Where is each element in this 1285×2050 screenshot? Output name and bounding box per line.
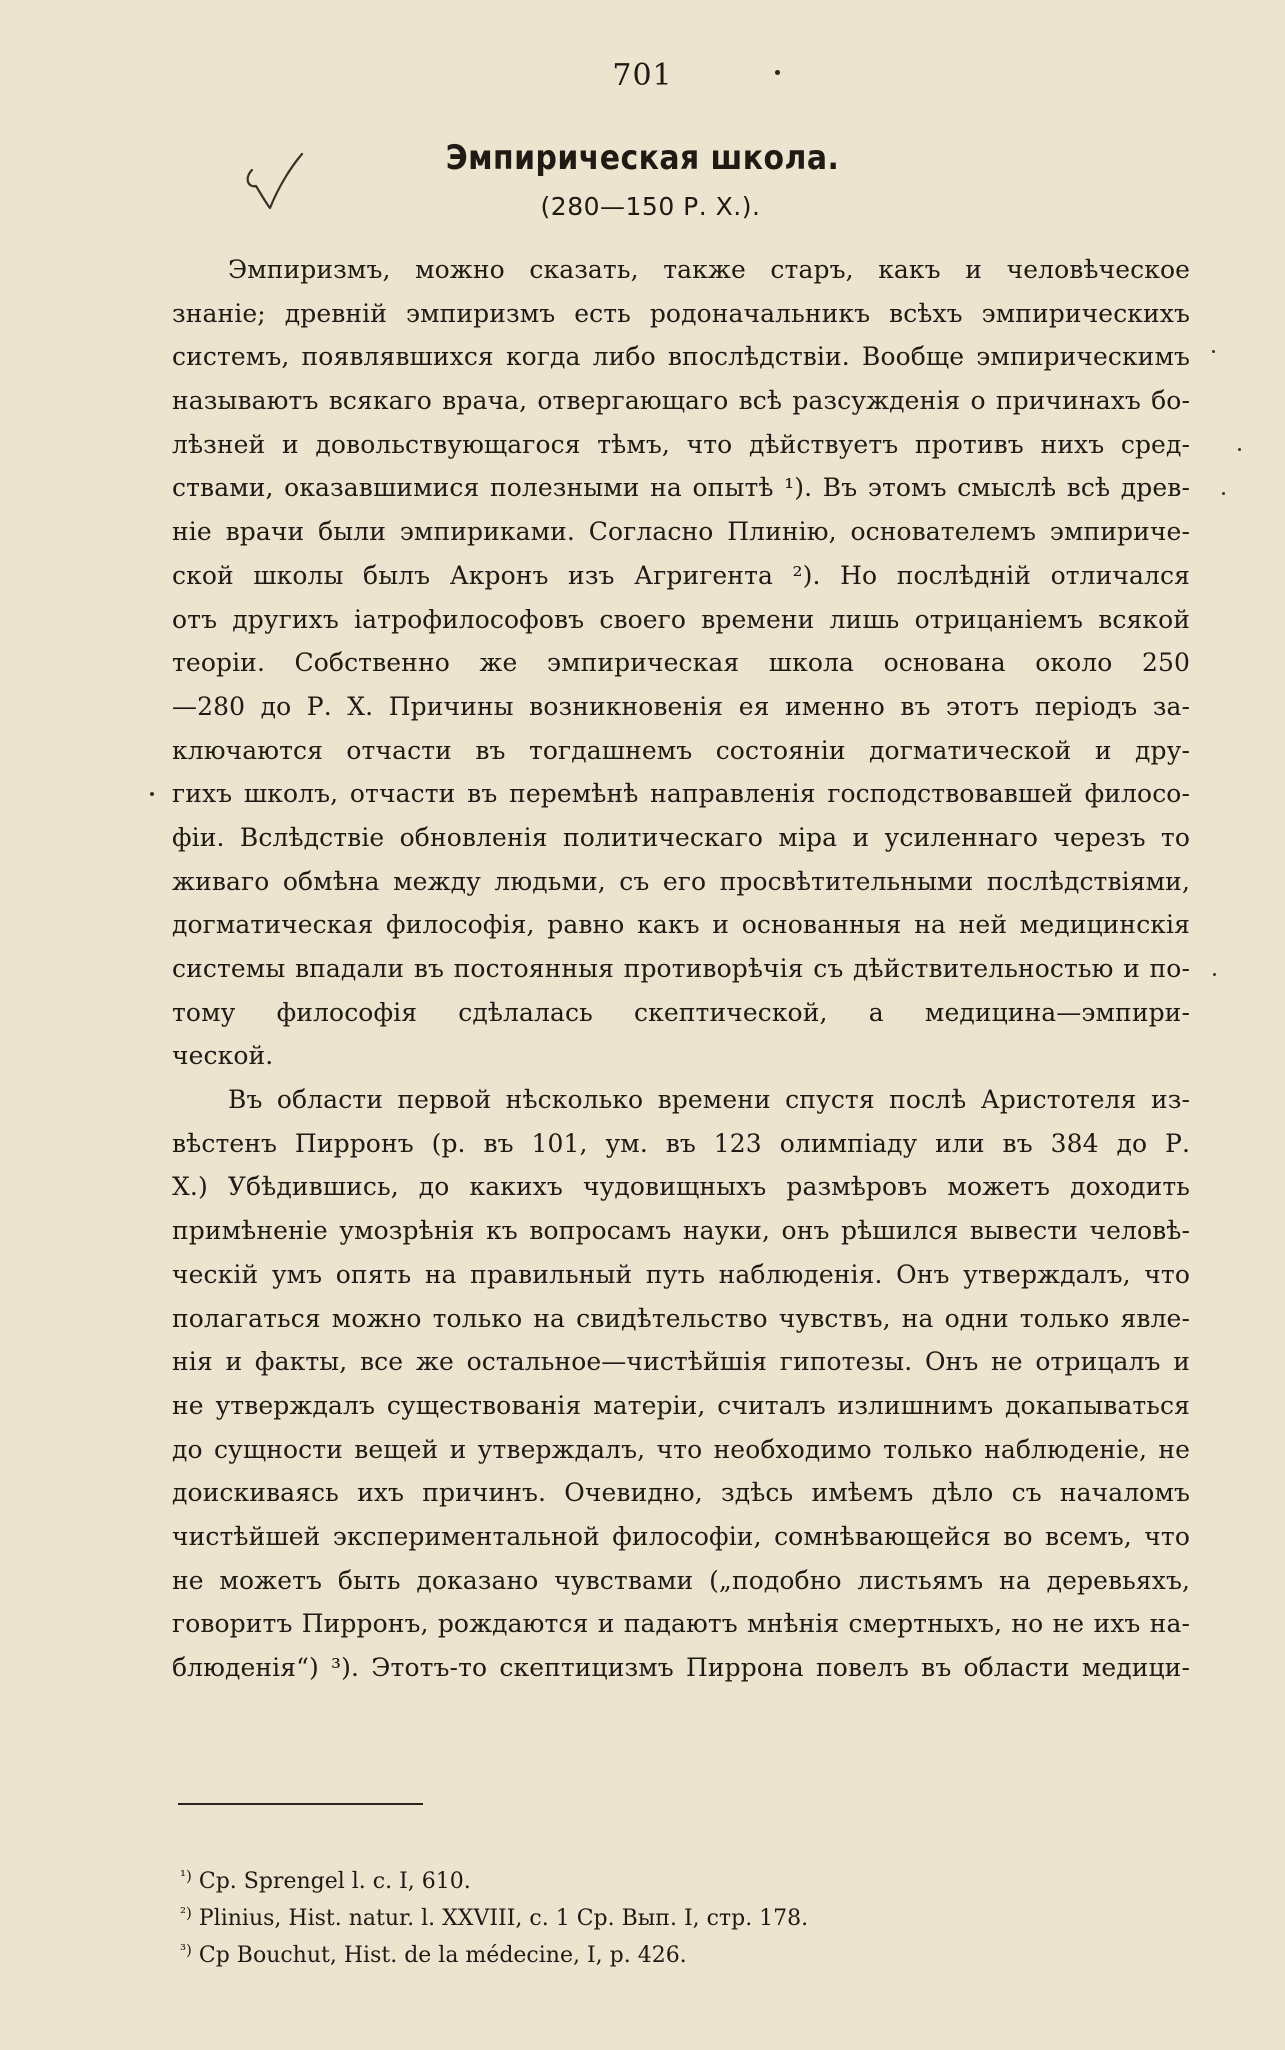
text-line: называютъ всякаго врача, отвергающаго всѣ разсужденія о причинахъ бо- (172, 386, 1190, 416)
text-line: системы впадали въ постоянныя противорѣчія съ дѣйствительностью и по- (172, 954, 1190, 983)
ink-speck (1213, 973, 1216, 976)
ink-speck (1212, 350, 1215, 353)
text-line: живаго обмѣна между людьми, съ его просвѣтительными послѣдствіями, (172, 866, 1190, 896)
text-line: примѣненіе умозрѣнія къ вопросамъ науки, онъ рѣшился вывести человѣ- (172, 1216, 1190, 1246)
footnote-mark: ³) (180, 1941, 192, 1959)
text-line: Въ области первой нѣсколько времени спустя послѣ Аристотеля из- (228, 1085, 1190, 1115)
text-line: не утверждалъ существованія матеріи, считалъ излишнимъ докапываться (172, 1390, 1190, 1420)
text-line: ніе врачи были эмпириками. Согласно Плинію, основателемъ эмпириче- (172, 517, 1190, 547)
text-line: гихъ школъ, отчасти въ перемѣнѣ направленія господствовавшей филосо- (172, 779, 1190, 809)
text-line: тому философія сдѣлалась скептической, а медицина—эмпири- (172, 997, 1190, 1027)
text-line: ческой. (172, 1041, 274, 1071)
text-line: до сущности вещей и утверждалъ, что необходимо только наблюденіе, не (172, 1434, 1190, 1464)
text-line: нія и факты, все же остальное—чистѣйшія гипотезы. Онъ не отрицалъ и (172, 1347, 1190, 1377)
ink-dot (775, 70, 780, 75)
text-line: вѣстенъ Пирронъ (р. въ 101, ум. въ 123 олимпіаду или въ 384 до Р. (172, 1128, 1190, 1158)
footnote-divider (178, 1803, 423, 1805)
page-number: 701 (612, 58, 673, 93)
body-text (172, 248, 1190, 1690)
text-line: —280 до Р. Х. Причины возникновенія ея именно въ этотъ періодъ за- (172, 691, 1190, 721)
footnote (180, 1895, 808, 1932)
text-line: знаніе; древній эмпиризмъ есть родоначальникъ всѣхъ эмпирическихъ (172, 298, 1190, 328)
text-line: Х.) Убѣдившись, до какихъ чудовищныхъ размѣровъ можетъ доходить (172, 1172, 1190, 1202)
text-line: не можетъ быть доказано чувствами („подобно листьямъ на деревьяхъ, (172, 1565, 1190, 1595)
footnotes (180, 1858, 808, 1969)
text-line: фіи. Вслѣдствіе обновленія политическаго міра и усиленнаго черезъ то (172, 822, 1190, 852)
ink-speck (1238, 448, 1241, 451)
section-date-range: (280—150 Р. Х.). (540, 192, 761, 221)
footnote-mark: ¹) (180, 1867, 192, 1885)
ink-speck (150, 792, 154, 796)
text-line: доискиваясь ихъ причинъ. Очевидно, здѣсь имѣемъ дѣло съ началомъ (172, 1478, 1190, 1508)
text-line: теоріи. Собственно же эмпирическая школа основана около 250 (172, 648, 1190, 678)
text-line: лѣзней и довольствующагося тѣмъ, что дѣйствуетъ противъ нихъ сред- (172, 429, 1190, 459)
section-title: Эмпирическая школа. (445, 138, 840, 178)
text-line: системъ, появлявшихся когда либо впослѣдствіи. Вообще эмпирическимъ (172, 342, 1190, 372)
text-line: ской школы былъ Акронъ изъ Агригента ²). Но послѣдній отличался (172, 560, 1190, 590)
text-line: говоритъ Пирронъ, рождаются и падаютъ мнѣнія смертныхъ, но не ихъ на- (172, 1609, 1190, 1639)
text-line: полагаться можно только на свидѣтельство чувствъ, на одни только явле- (172, 1303, 1190, 1333)
footnote-text: Cp Bouchut, Hist. de la médecine, I, p. 426. (198, 1943, 687, 1968)
footnote (180, 1858, 808, 1895)
text-line: чистѣйшей экспериментальной философіи, сомнѣвающейся во всемъ, что (172, 1521, 1190, 1551)
text-line: ствами, оказавшимися полезными на опытѣ ¹). Въ этомъ смыслѣ всѣ древ- (172, 473, 1190, 503)
text-line: ключаются отчасти въ тогдашнемъ состояніи догматической и дру- (172, 735, 1190, 765)
text-line: блюденія“) ³). Этотъ-то скептицизмъ Пиррона повелъ въ области медици- (172, 1653, 1190, 1682)
footnote-mark: ²) (180, 1904, 192, 1922)
text-line: ческій умъ опять на правильный путь наблюденія. Онъ утверждалъ, что (172, 1259, 1190, 1289)
footnote (180, 1932, 808, 1969)
footnote-text: Cp. Sprengel l. c. I, 610. (198, 1869, 471, 1894)
ink-speck (1222, 492, 1225, 495)
footnote-text: Plinius, Hist. natur. l. XXVIII, c. 1 Cp. Вып. I, стр. 178. (198, 1906, 809, 1931)
text-line: догматическая философія, равно какъ и основанныя на ней медицинскія (172, 910, 1190, 940)
text-line: Эмпиризмъ, можно сказать, также старъ, какъ и человѣческое (228, 255, 1190, 284)
text-line: отъ другихъ іатрофилософовъ своего времени лишь отрицаніемъ всякой (172, 604, 1190, 634)
